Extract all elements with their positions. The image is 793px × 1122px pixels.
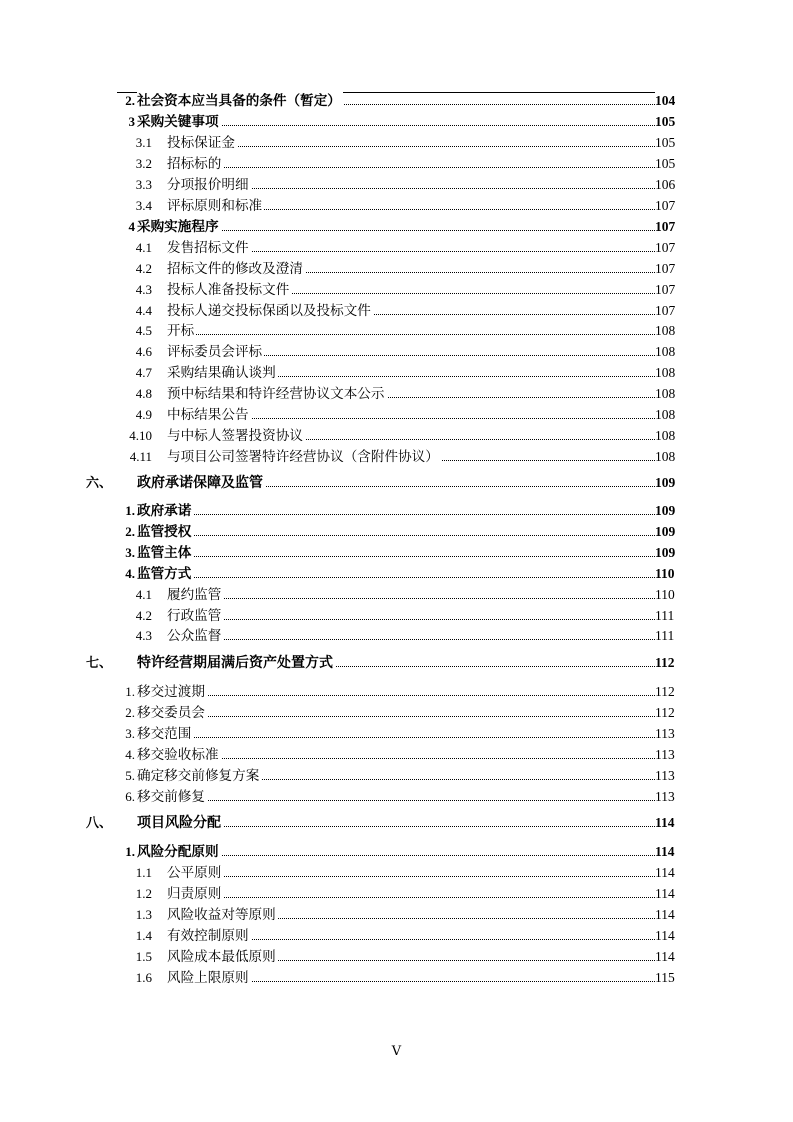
dot-leader [167, 639, 655, 640]
toc-entry[interactable] [0, 968, 793, 988]
toc-entry-title: 风险收益对等原则 [167, 907, 276, 923]
dot-leader [137, 556, 655, 557]
toc-entry[interactable] [0, 766, 793, 786]
toc-entry[interactable] [0, 682, 793, 702]
toc-entry[interactable] [0, 842, 793, 862]
toc-entry-number: 4. [125, 566, 135, 581]
toc-entry-page: 113 [655, 787, 675, 807]
toc-entry-number: 2. [125, 705, 135, 720]
toc-entry[interactable] [0, 342, 793, 362]
toc-entry-number: 1.5 [135, 949, 152, 964]
toc-entry-title: 监管主体 [137, 545, 192, 561]
toc-entry[interactable] [0, 473, 793, 493]
toc-entry-number: 4.4 [135, 303, 152, 318]
toc-entry-page: 113 [655, 766, 675, 786]
toc-entry-page: 107 [655, 280, 675, 300]
dot-leader [137, 716, 655, 717]
toc-entry-title: 风险分配原则 [137, 844, 219, 860]
toc-entry-page: 111 [655, 606, 674, 626]
toc-entry-number: 4.8 [135, 386, 152, 401]
toc-entry-page: 111 [655, 626, 674, 646]
toc-entry[interactable] [0, 905, 793, 925]
dot-leader [137, 514, 655, 515]
toc-entry-page: 107 [655, 301, 675, 321]
toc-entry[interactable] [0, 447, 793, 467]
toc-entry[interactable] [0, 543, 793, 563]
toc-entry-page: 114 [655, 905, 675, 925]
toc-entry-title: 开标 [167, 323, 195, 339]
toc-entry-page: 114 [655, 842, 675, 862]
toc-entry-number: 3 [128, 114, 135, 129]
toc-entry-number: 1.2 [135, 886, 152, 901]
toc-entry[interactable] [0, 564, 793, 584]
toc-entry[interactable] [0, 653, 793, 673]
toc-entry[interactable] [0, 238, 793, 258]
toc-entry-page: 113 [655, 745, 675, 765]
toc-entry-number: 3.4 [135, 198, 152, 213]
toc-entry-page: 105 [655, 154, 675, 174]
toc-entry[interactable] [0, 813, 793, 833]
toc-entry[interactable] [0, 301, 793, 321]
toc-entry-title: 移交范围 [137, 726, 192, 742]
toc-entry[interactable] [0, 133, 793, 153]
toc-entry-title: 政府承诺保障及监管 [137, 475, 263, 491]
toc-entry-title: 发售招标文件 [167, 240, 249, 256]
toc-entry-page: 104 [655, 91, 675, 111]
dot-leader [137, 577, 655, 578]
toc-entry-page: 114 [655, 813, 675, 833]
toc-entry-title: 社会资本应当具备的条件（暂定） [137, 93, 341, 109]
toc-entry-title: 行政监管 [167, 608, 222, 624]
toc-entry-title: 招标标的 [167, 156, 222, 172]
dot-leader [137, 695, 655, 696]
toc-entry-page: 108 [655, 405, 675, 425]
toc-entry-title: 招标文件的修改及澄清 [167, 261, 303, 277]
toc-entry-page: 108 [655, 363, 675, 383]
toc-entry[interactable] [0, 175, 793, 195]
toc-entry-title: 评标原则和标准 [167, 198, 263, 214]
toc-entry-number: 1. [125, 503, 135, 518]
dot-leader [167, 598, 655, 599]
toc-entry-page: 107 [655, 196, 675, 216]
toc-entry-title: 与中标人签署投资协议 [167, 428, 303, 444]
toc-entry[interactable] [0, 405, 793, 425]
toc-entry-number: 4.3 [135, 628, 152, 643]
toc-entry-title: 监管方式 [137, 566, 192, 582]
toc-entry-title: 投标保证金 [167, 135, 235, 151]
toc-entry[interactable] [0, 522, 793, 542]
toc-entry[interactable] [0, 863, 793, 883]
toc-entry-title: 风险上限原则 [167, 970, 249, 986]
toc-entry-title: 采购关键事项 [137, 114, 219, 130]
toc-entry-title: 采购结果确认谈判 [167, 365, 276, 381]
toc-entry[interactable] [0, 217, 793, 237]
toc-entry[interactable] [0, 947, 793, 967]
toc-entry-title: 特许经营期届满后资产处置方式 [137, 655, 333, 671]
dot-leader [137, 737, 655, 738]
toc-entry-number: 4.9 [135, 407, 152, 422]
toc-entry[interactable] [0, 112, 793, 132]
toc-entry-number: 4.3 [135, 282, 152, 297]
toc-entry[interactable] [0, 884, 793, 904]
toc-entry-number: 六、 [85, 475, 112, 490]
toc-entry-page: 109 [655, 522, 675, 542]
toc-entry-number: 5. [125, 768, 135, 783]
toc-entry-title: 移交委员会 [137, 705, 205, 721]
toc-entry[interactable] [0, 259, 793, 279]
toc-entry-page: 110 [655, 585, 675, 605]
toc-entry-title: 移交验收标准 [137, 747, 219, 763]
toc-entry-number: 4.11 [129, 449, 152, 464]
toc-entry-number: 4. [125, 747, 135, 762]
toc-entry-number: 1.3 [135, 907, 152, 922]
toc-entry[interactable] [0, 703, 793, 723]
toc-entry[interactable] [0, 626, 793, 646]
toc-entry-title: 公众监督 [167, 628, 222, 644]
toc-entry-page: 110 [655, 564, 675, 584]
toc-entry-page: 107 [655, 259, 675, 279]
toc-entry-title: 评标委员会评标 [167, 344, 263, 360]
toc-entry-title: 履约监管 [167, 587, 222, 603]
toc-entry-page: 115 [655, 968, 675, 988]
toc-entry-title: 有效控制原则 [167, 928, 249, 944]
toc-entry-number: 1.4 [135, 928, 152, 943]
toc-entry-title: 投标人递交投标保函以及投标文件 [167, 303, 371, 319]
toc-entry[interactable] [0, 321, 793, 341]
toc-entry-page: 108 [655, 321, 675, 341]
toc-entry-number: 1.6 [135, 970, 152, 985]
toc-entry-title: 中标结果公告 [167, 407, 249, 423]
dot-leader [167, 897, 655, 898]
toc-entry-page: 112 [655, 682, 675, 702]
toc-entry-page: 109 [655, 543, 675, 563]
toc-entry-number: 4.6 [135, 344, 152, 359]
toc-entry-page: 114 [655, 926, 675, 946]
toc-entry-title: 公平原则 [167, 865, 222, 881]
toc-entry-number: 1.1 [135, 865, 152, 880]
page-number: V [391, 1044, 402, 1059]
toc-entry-title: 预中标结果和特许经营协议文本公示 [167, 386, 385, 402]
toc-entry-page: 114 [655, 884, 675, 904]
toc-entry-page: 106 [655, 175, 675, 195]
toc-entry-title: 投标人准备投标文件 [167, 282, 290, 298]
toc-entry[interactable] [0, 724, 793, 744]
dot-leader [137, 800, 655, 801]
toc-entry-title: 项目风险分配 [137, 815, 221, 831]
toc-entry-number: 4.1 [135, 240, 152, 255]
toc-entry-number: 4.2 [135, 261, 152, 276]
dot-leader [167, 619, 655, 620]
toc-entry-title: 风险成本最低原则 [167, 949, 276, 965]
toc-entry[interactable] [0, 363, 793, 383]
toc-entry-title: 监管授权 [137, 524, 192, 540]
toc-entry-title: 分项报价明细 [167, 177, 249, 193]
toc-entry-title: 与项目公司签署特许经营协议（含附件协议） [167, 449, 439, 465]
toc-entry-number: 2. [125, 524, 135, 539]
toc-entry-page: 113 [655, 724, 675, 744]
toc-entry-number: 八、 [85, 815, 112, 830]
toc-entry-page: 108 [655, 384, 675, 404]
toc-entry-number: 4 [128, 219, 135, 234]
toc-entry[interactable] [0, 501, 793, 521]
toc-entry-title: 确定移交前修复方案 [137, 768, 260, 784]
toc-entry[interactable] [0, 196, 793, 216]
toc-entry-page: 112 [655, 703, 675, 723]
toc-entry-number: 4.1 [135, 587, 152, 602]
toc-entry[interactable] [0, 745, 793, 765]
toc-entry[interactable] [0, 606, 793, 626]
toc-entry-page: 107 [655, 217, 675, 237]
toc-entry-page: 109 [655, 473, 675, 493]
toc-entry[interactable] [0, 280, 793, 300]
toc-entry-number: 1. [125, 844, 135, 859]
toc-entry-page: 112 [655, 653, 675, 673]
toc-entry-page: 108 [655, 426, 675, 446]
toc-entry[interactable] [0, 426, 793, 446]
toc-entry-number: 1. [125, 684, 135, 699]
toc-entry-page: 108 [655, 342, 675, 362]
dot-leader [137, 535, 655, 536]
toc-entry-number: 七、 [85, 655, 112, 670]
toc-entry-number: 6. [125, 789, 135, 804]
toc-entry-number: 3. [125, 545, 135, 560]
toc-entry-title: 采购实施程序 [137, 219, 219, 235]
dot-leader [167, 876, 655, 877]
toc-entry-page: 107 [655, 238, 675, 258]
toc-entry[interactable] [0, 154, 793, 174]
toc-entry-number: 2. [125, 93, 135, 108]
toc-entry[interactable] [0, 585, 793, 605]
dot-leader [167, 334, 655, 335]
toc-entry-title: 归责原则 [167, 886, 222, 902]
toc-entry[interactable] [0, 787, 793, 807]
toc-entry[interactable] [0, 384, 793, 404]
toc-entry-page: 109 [655, 501, 675, 521]
toc-entry-number: 4.7 [135, 365, 152, 380]
toc-entry[interactable] [0, 91, 793, 111]
toc-entry-number: 3. [125, 726, 135, 741]
toc-entry-page: 105 [655, 112, 675, 132]
toc-entry-page: 108 [655, 447, 675, 467]
toc-entry-number: 3.2 [135, 156, 152, 171]
toc-entry-page: 114 [655, 947, 675, 967]
toc-entry-number: 4.5 [135, 323, 152, 338]
toc-entry-page: 114 [655, 863, 675, 883]
toc-entry-number: 3.1 [135, 135, 152, 150]
toc-entry-title: 政府承诺 [137, 503, 192, 519]
dot-leader [167, 167, 655, 168]
toc-entry-page: 105 [655, 133, 675, 153]
toc-entry-title: 移交前修复 [137, 789, 205, 805]
toc-entry[interactable] [0, 926, 793, 946]
toc-entry-title: 移交过渡期 [137, 684, 205, 700]
toc-entry-number: 3.3 [135, 177, 152, 192]
toc-entry-number: 4.2 [135, 608, 152, 623]
dot-leader [167, 146, 655, 147]
toc-entry-number: 4.10 [129, 428, 152, 443]
